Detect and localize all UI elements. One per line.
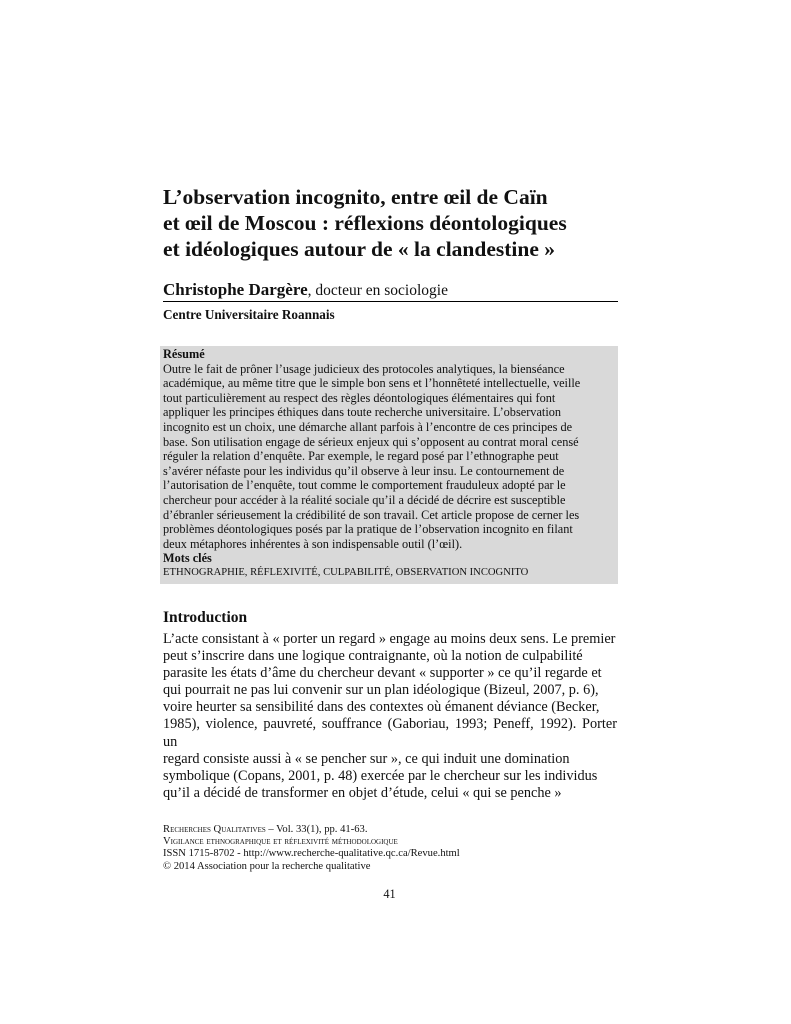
keywords-heading: Mots clés xyxy=(163,551,212,566)
journal-issue: – Vol. 33(1), pp. 41-63. xyxy=(265,824,368,835)
introduction-heading: Introduction xyxy=(163,609,248,626)
abstract-text: Outre le fait de prôner l’usage judicieux des protocoles analytiques, la bienséance académique, au même titre que le simple bon sens et l’honnêteté intellectuelle, veille tout particulièrement au respect des règles déontologiques élémentaires qui font appliquer les principes éthiques dans toute recherche universitaire. L’observation incognito est un choix, une démarche allant parfois à l’encontre de ces principes de base. Son utilisation engage de sérieux enjeux qui s’opposent au contrat moral censé réguler la relation d’enquête. Par exemple, le regard posé par l’ethnographe peut s’avérer néfaste pour les individus qu’il observe à leur insu. Le contournement de l’autorisation de l’enquête, tout comme le comportement frauduleux adopté par le chercheur pour accéder à la réalité sociale qu’il a décidé de décrire est susceptible d’ébranler sérieusement la crédibilité de son travail. Cet article propose de cerner les problèmes déontologiques posés par la pratique de l’observation incognito en filant deux métaphores inhérentes à son indispensable outil (l’œil). xyxy=(163,361,581,551)
journal-footer xyxy=(163,824,460,873)
special-issue-title: Vigilance ethnographique et réflexivité méthodologique xyxy=(163,836,398,848)
title-line: et œil de Moscou : réflexions déontologiques xyxy=(163,211,567,235)
abstract-heading: Résumé xyxy=(163,347,205,361)
introduction-text: L’acte consistant à « porter un regard » engage au moins deux sens. Le premier peut s’inscrire dans une logique contraignante, où la notion de culpabilité parasite les états d’âme du chercheur devant « supporter » ce qu’il regarde et qui pourrait ne pas lui convenir sur un plan idéologique (Bizeul, 2007, p. 6), voire heurter sa sensibilité dans des contextes où émanent déviance (Becker, 1985), violence, pauvreté, souffrance (Gaboriau, 1993; Peneff, 1992). Porter un regard consiste aussi à « se pencher sur », ce qui induit une domination symbolique (Copans, 2001, p. 48) exercée par le chercheur sur les individus qu’il a décidé de transformer en objet d’étude, celui « qui se penche » xyxy=(163,631,617,801)
article-title xyxy=(163,184,633,262)
copyright-line: © 2014 Association pour la recherche qualitative xyxy=(163,860,371,872)
title-line: L’observation incognito, entre œil de Caïn xyxy=(163,185,548,209)
author-affiliation: Centre Universitaire Roannais xyxy=(163,307,335,322)
keywords-list: ETHNOGRAPHIE, RÉFLEXIVITÉ, CULPABILITÉ, OBSERVATION INCOGNITO xyxy=(163,566,529,578)
journal-name: Recherches Qualitatives xyxy=(163,824,266,835)
author-line xyxy=(163,280,618,302)
page-number: 41 xyxy=(383,887,396,901)
issn-line: ISSN 1715-8702 - http://www.recherche-qualitative.qc.ca/Revue.html xyxy=(163,848,460,860)
footer-citation xyxy=(163,824,460,836)
author-role: , docteur en sociologie xyxy=(307,282,448,299)
author-name: Christophe Dargère xyxy=(163,280,308,299)
abstract-box xyxy=(160,346,618,584)
title-line: et idéologiques autour de « la clandestine » xyxy=(163,237,555,261)
